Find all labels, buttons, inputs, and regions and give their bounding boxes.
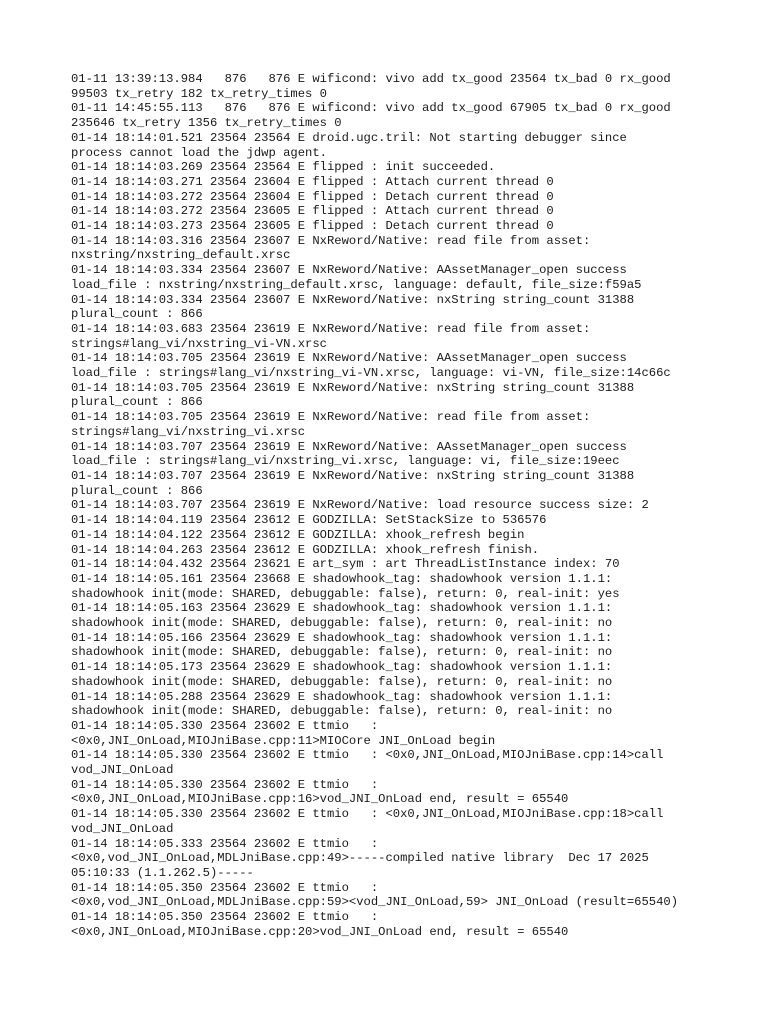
- log-text-block: [71, 72, 731, 939]
- log-line: <0x0,vod_JNI_OnLoad,MDLJniBase.cpp:59><vod_JNI_OnLoad,59> JNI_OnLoad (result=65540): [71, 895, 679, 910]
- log-line: <0x0,JNI_OnLoad,MIOJniBase.cpp:20>vod_JNI_OnLoad end, result = 65540: [71, 924, 569, 939]
- log-line: 01-14 18:14:03.707 23564 23619 E NxReword/Native: load resource success size: 2: [71, 498, 649, 513]
- log-line: plural_count : 866: [71, 307, 203, 322]
- log-line: 01-14 18:14:03.707 23564 23619 E NxReword/Native: nxString string_count 31388: [71, 468, 635, 483]
- log-line: 01-14 18:14:05.173 23564 23629 E shadowhook_tag: shadowhook version 1.1.1:: [71, 660, 613, 675]
- log-line: 01-14 18:14:03.334 23564 23607 E NxReword/Native: nxString string_count 31388: [71, 292, 635, 307]
- log-line: 01-14 18:14:04.432 23564 23621 E art_sym : art ThreadListInstance index: 70: [71, 557, 620, 572]
- log-line: 01-14 18:14:03.705 23564 23619 E NxReword/Native: AAssetManager_open success: [71, 351, 627, 366]
- log-line: 01-14 18:14:05.350 23564 23602 E ttmio :: [71, 910, 379, 925]
- log-line: 01-14 18:14:05.161 23564 23668 E shadowhook_tag: shadowhook version 1.1.1:: [71, 571, 613, 586]
- log-line: 01-14 18:14:05.330 23564 23602 E ttmio :: [71, 718, 379, 733]
- log-line: 01-14 18:14:05.288 23564 23629 E shadowhook_tag: shadowhook version 1.1.1:: [71, 689, 613, 704]
- log-line: strings#lang_vi/nxstring_vi-VN.xrsc: [71, 336, 327, 351]
- log-line: 01-14 18:14:05.330 23564 23602 E ttmio : <0x0,JNI_OnLoad,MIOJniBase.cpp:14>call: [71, 748, 664, 763]
- log-line: 01-14 18:14:03.705 23564 23619 E NxReword/Native: read file from asset:: [71, 410, 591, 425]
- log-line: 01-14 18:14:05.330 23564 23602 E ttmio :: [71, 777, 379, 792]
- log-line: 01-14 18:14:03.272 23564 23605 E flipped : Attach current thread 0: [71, 204, 554, 219]
- log-line: 01-14 18:14:05.166 23564 23629 E shadowhook_tag: shadowhook version 1.1.1:: [71, 630, 613, 645]
- log-line: 01-14 18:14:03.705 23564 23619 E NxReword/Native: nxString string_count 31388: [71, 380, 635, 395]
- log-line: 01-14 18:14:01.521 23564 23564 E droid.ugc.tril: Not starting debugger since: [71, 130, 627, 145]
- log-line: plural_count : 866: [71, 395, 203, 410]
- log-line: strings#lang_vi/nxstring_vi.xrsc: [71, 424, 306, 439]
- log-line: plural_count : 866: [71, 483, 203, 498]
- log-line: load_file : strings#lang_vi/nxstring_vi.xrsc, language: vi, file_size:19eec: [71, 454, 620, 469]
- log-line: nxstring/nxstring_default.xrsc: [71, 248, 291, 263]
- log-line: 01-14 18:14:04.122 23564 23612 E GODZILLA: xhook_refresh begin: [71, 527, 525, 542]
- log-line: 01-14 18:14:03.273 23564 23605 E flipped : Detach current thread 0: [71, 219, 554, 234]
- log-line: load_file : nxstring/nxstring_default.xrsc, language: default, file_size:f59a5: [71, 277, 642, 292]
- log-line: 01-14 18:14:03.707 23564 23619 E NxReword/Native: AAssetManager_open success: [71, 439, 627, 454]
- log-line: shadowhook init(mode: SHARED, debuggable: false), return: 0, real-init: no: [71, 645, 613, 660]
- log-line: 01-14 18:14:03.272 23564 23604 E flipped : Detach current thread 0: [71, 189, 554, 204]
- log-line: 01-14 18:14:03.683 23564 23619 E NxReword/Native: read file from asset:: [71, 321, 591, 336]
- log-line: <0x0,vod_JNI_OnLoad,MDLJniBase.cpp:49>-----compiled native library Dec 17 2025: [71, 851, 649, 866]
- log-line: process cannot load the jdwp agent.: [71, 145, 327, 160]
- log-line: 01-14 18:14:05.333 23564 23602 E ttmio :: [71, 836, 379, 851]
- log-line: 01-11 14:45:55.113 876 876 E wificond: vivo add tx_good 67905 tx_bad 0 rx_good: [71, 101, 671, 116]
- log-line: shadowhook init(mode: SHARED, debuggable: false), return: 0, real-init: no: [71, 616, 613, 631]
- log-line: shadowhook init(mode: SHARED, debuggable: false), return: 0, real-init: yes: [71, 586, 620, 601]
- log-line: 01-14 18:14:04.119 23564 23612 E GODZILLA: SetStackSize to 536576: [71, 513, 547, 528]
- log-line: shadowhook init(mode: SHARED, debuggable: false), return: 0, real-init: no: [71, 674, 613, 689]
- log-line: 235646 tx_retry 1356 tx_retry_times 0: [71, 116, 342, 131]
- log-line: 01-14 18:14:05.330 23564 23602 E ttmio : <0x0,JNI_OnLoad,MIOJniBase.cpp:18>call: [71, 807, 664, 822]
- log-line: 99503 tx_retry 182 tx_retry_times 0: [71, 86, 327, 101]
- log-line: <0x0,JNI_OnLoad,MIOJniBase.cpp:16>vod_JNI_OnLoad end, result = 65540: [71, 792, 569, 807]
- log-line: vod_JNI_OnLoad: [71, 763, 174, 778]
- log-line: 01-14 18:14:03.334 23564 23607 E NxReword/Native: AAssetManager_open success: [71, 263, 627, 278]
- log-line: vod_JNI_OnLoad: [71, 821, 174, 836]
- log-line: <0x0,JNI_OnLoad,MIOJniBase.cpp:11>MIOCore JNI_OnLoad begin: [71, 733, 496, 748]
- log-line: 01-14 18:14:03.271 23564 23604 E flipped : Attach current thread 0: [71, 174, 554, 189]
- log-line: 05:10:33 (1.1.262.5)-----: [71, 865, 254, 880]
- log-line: shadowhook init(mode: SHARED, debuggable: false), return: 0, real-init: no: [71, 704, 613, 719]
- log-line: 01-14 18:14:03.269 23564 23564 E flipped : init succeeded.: [71, 160, 496, 175]
- log-line: 01-14 18:14:05.163 23564 23629 E shadowhook_tag: shadowhook version 1.1.1:: [71, 601, 613, 616]
- log-line: 01-14 18:14:05.350 23564 23602 E ttmio :: [71, 880, 379, 895]
- log-line: load_file : strings#lang_vi/nxstring_vi-VN.xrsc, language: vi-VN, file_size:14c66c: [71, 366, 671, 381]
- log-line: 01-14 18:14:03.316 23564 23607 E NxReword/Native: read file from asset:: [71, 233, 591, 248]
- log-line: 01-11 13:39:13.984 876 876 E wificond: vivo add tx_good 23564 tx_bad 0 rx_good: [71, 72, 671, 86]
- log-line: 01-14 18:14:04.263 23564 23612 E GODZILLA: xhook_refresh finish.: [71, 542, 540, 557]
